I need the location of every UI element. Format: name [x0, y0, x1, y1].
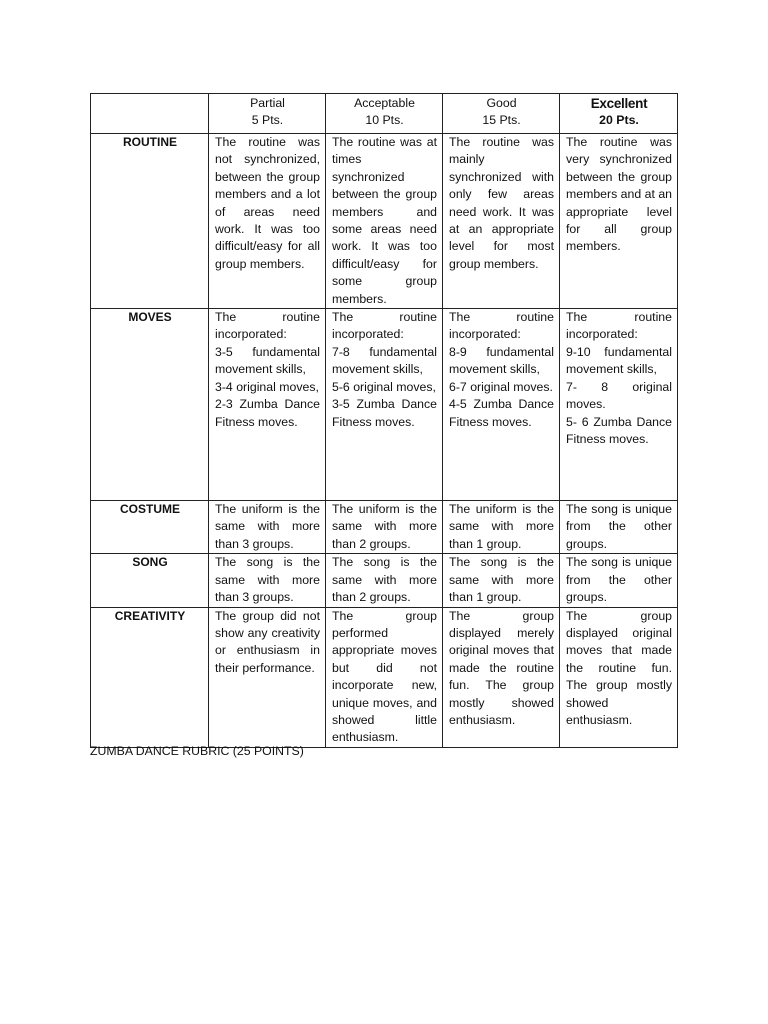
rubric-cell: The song is the same with more than 1 group.: [443, 554, 560, 607]
rubric-cell: The song is the same with more than 2 groups.: [326, 554, 443, 607]
criterion-name: MOVES: [91, 309, 209, 501]
rubric-cell: The routine incorporated: 7-8 fundamental movement skills, 5-6 original moves, 3-5 Zumba Dance Fitness moves.: [326, 309, 443, 501]
rubric-table: [90, 93, 678, 748]
criterion-name: ROUTINE: [91, 134, 209, 309]
rubric-cell: The uniform is the same with more than 3 groups.: [209, 501, 326, 554]
level-label: Good: [486, 96, 517, 110]
header-partial: [209, 94, 326, 134]
rubric-cell: The routine was at times synchronized between the group members and some areas need work. It was too difficult/easy for some group members.: [326, 134, 443, 309]
rubric-caption: ZUMBA DANCE RUBRIC (25 POINTS): [90, 744, 304, 758]
rubric-cell: The uniform is the same with more than 2 groups.: [326, 501, 443, 554]
criterion-row-moves: [91, 309, 678, 501]
header-blank-cell: [91, 94, 209, 134]
criterion-name: CREATIVITY: [91, 607, 209, 747]
level-label: Partial: [250, 96, 285, 110]
header-good: [443, 94, 560, 134]
header-acceptable: [326, 94, 443, 134]
rubric-cell: The routine incorporated: 3-5 fundamental movement skills, 3-4 original moves, 2-3 Zumba Dance Fitness moves.: [209, 309, 326, 501]
rubric-cell: The routine was mainly synchronized with only few areas need work. It was at an appropriate level for most group members.: [443, 134, 560, 309]
rubric-cell: The group displayed merely original moves that made the routine fun. The group mostly showed enthusiasm.: [443, 607, 560, 747]
rubric-cell: The song is unique from the other groups.: [560, 554, 678, 607]
criterion-row-routine: [91, 134, 678, 309]
rubric-cell: The routine was very synchronized between the group members and at an appropriate level for all group members.: [560, 134, 678, 309]
level-label: Excellent: [590, 96, 648, 111]
rubric-cell: The song is unique from the other groups.: [560, 501, 678, 554]
level-points: 5 Pts.: [251, 113, 284, 128]
criterion-name: SONG: [91, 554, 209, 607]
level-points: 10 Pts.: [365, 113, 404, 128]
level-points: 15 Pts.: [482, 113, 521, 128]
level-label: Acceptable: [354, 96, 415, 110]
level-points: 20 Pts.: [599, 113, 639, 128]
rubric-cell: The group displayed original moves that made the routine fun. The group mostly showed enthusiasm.: [560, 607, 678, 747]
header-excellent: [560, 94, 678, 134]
criterion-name: COSTUME: [91, 501, 209, 554]
rubric-cell: The uniform is the same with more than 1 group.: [443, 501, 560, 554]
rubric-cell: The song is the same with more than 3 groups.: [209, 554, 326, 607]
rubric-cell: The group performed appropriate moves but did not incorporate new, unique moves, and showed little enthusiasm.: [326, 607, 443, 747]
criterion-row-costume: [91, 501, 678, 554]
criterion-row-song: [91, 554, 678, 607]
rubric-cell: The group did not show any creativity or enthusiasm in their performance.: [209, 607, 326, 747]
header-row: [91, 94, 678, 134]
rubric-cell: The routine incorporated: 8-9 fundamental movement skills, 6-7 original moves. 4-5 Zumba Dance Fitness moves.: [443, 309, 560, 501]
rubric-cell: The routine was not synchronized, between the group members and a lot of areas need work. It was too difficult/easy for all group members.: [209, 134, 326, 309]
criterion-row-creativity: [91, 607, 678, 747]
rubric-cell: The routine incorporated: 9-10 fundamental movement skills, 7- 8 original moves. 5- 6 Zumba Dance Fitness moves.: [560, 309, 678, 501]
